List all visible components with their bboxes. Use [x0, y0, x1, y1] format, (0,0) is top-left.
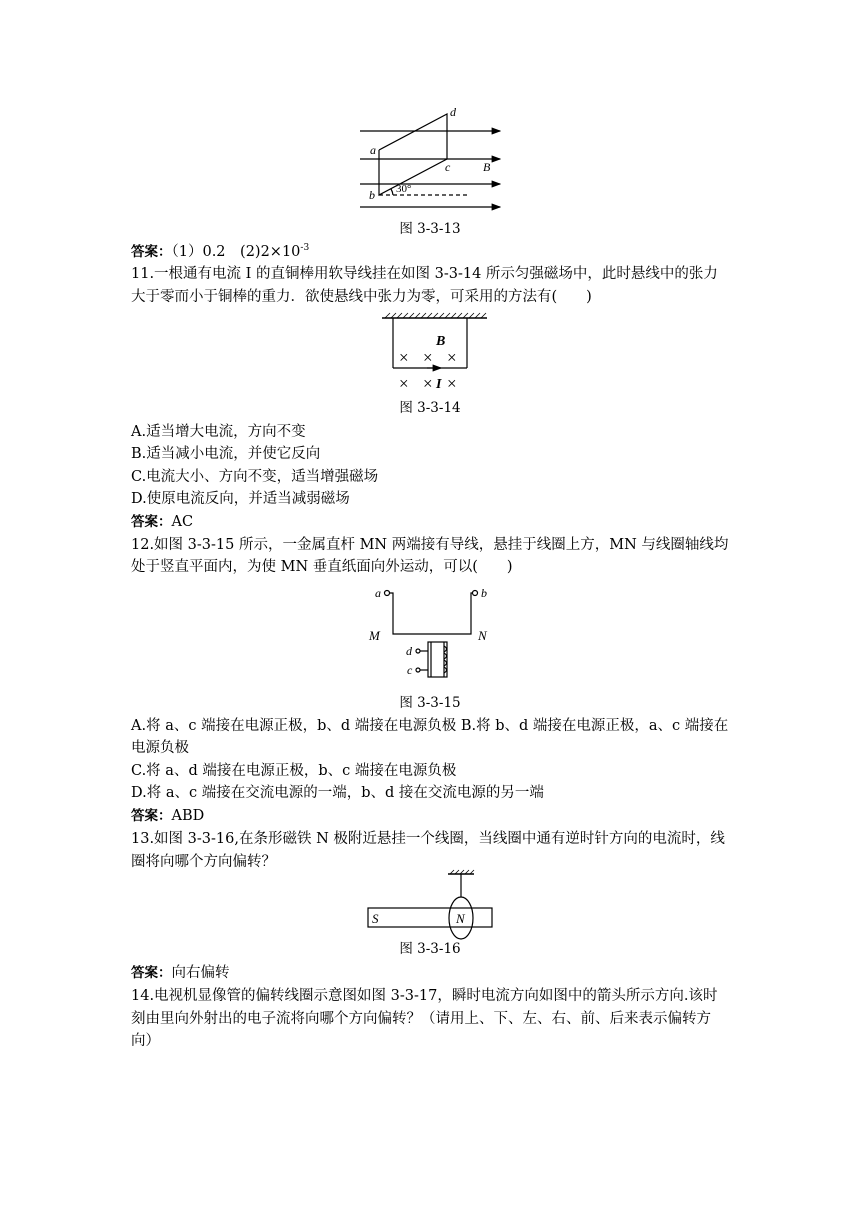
field-cross: × — [447, 374, 457, 393]
terminal-a — [385, 591, 390, 596]
caption-3-3-16: 图 3-3-16 — [399, 941, 461, 957]
q11-option-d: D.使原电流反向，并适当减弱磁场 — [131, 491, 350, 507]
label-b: b — [369, 188, 375, 202]
figure-3-3-16 — [362, 868, 502, 934]
answer-label: 答案： — [131, 965, 172, 981]
terminal-d — [416, 649, 420, 653]
q11-line-2: 大于零而小于铜棒的重力．欲使悬线中张力为零，可采用的方法有( ) — [131, 289, 592, 305]
answer-10 — [131, 241, 731, 263]
q12-line-2: 处于竖直平面内，为使 MN 垂直纸面向外运动，可以( ) — [131, 559, 513, 575]
q11-option-b: B.适当减小电流，并使它反向 — [131, 446, 321, 462]
q11-option-c: C.电流大小、方向不变，适当增强磁场 — [131, 469, 379, 485]
answer-label: 答案： — [131, 244, 172, 260]
label-B: B — [436, 334, 446, 349]
answer-11 — [131, 511, 731, 533]
label-N: N — [456, 911, 465, 926]
label-d: d — [406, 644, 412, 658]
field-cross: × — [447, 348, 457, 367]
angle-arc — [391, 189, 393, 195]
terminal-c — [416, 668, 420, 672]
caption-3-3-14: 图 3-3-14 — [399, 400, 461, 416]
field-cross: × — [423, 374, 433, 393]
label-I: I — [436, 377, 442, 392]
figure-3-3-15 — [365, 584, 505, 688]
q12-option-c: C.将 a、d 端接在电源正极，b、c 端接在电源负极 — [131, 763, 457, 779]
q12-option-d: D.将 a、c 端接在交流电源的一端，b、d 接在交流电源的另一端 — [131, 785, 544, 801]
answer-text: ABD — [171, 808, 205, 824]
label-c: c — [407, 663, 413, 677]
q13-line-1: 13.如图 3-3-16,在条形磁铁 N 极附近悬挂一个线圈，当线圈中通有逆时针方向的电流时，线 — [131, 831, 725, 847]
label-b: b — [481, 586, 487, 600]
label-M: M — [369, 628, 380, 643]
caption-3-3-13: 图 3-3-13 — [399, 221, 461, 237]
label-a: a — [370, 143, 376, 157]
caption-3-3-15: 图 3-3-15 — [399, 695, 461, 711]
answer-label: 答案： — [131, 514, 172, 530]
answer-exponent: -3 — [300, 243, 310, 253]
label-angle: 30° — [396, 183, 412, 195]
q12-option-a: A.将 a、c 端接在电源正极，b、d 端接在电源负极 B.将 b、d 端接在电源正极，a、c 端接在 — [131, 718, 729, 734]
answer-12 — [131, 805, 731, 827]
label-c: c — [445, 160, 451, 174]
label-d: d — [450, 105, 456, 119]
q13-line-2: 圈将向哪个方向偏转？ — [131, 854, 276, 870]
label-B: B — [483, 160, 491, 174]
wire-frame — [379, 114, 447, 195]
q12-line-1: 12.如图 3-3-15 所示，一金属直杆 MN 两端接有导线，悬挂于线圈上方，MN 与线圈轴线均 — [131, 537, 729, 553]
q14-line-1: 14.电视机显像管的偏转线圈示意图如图 3-3-17，瞬时电流方向如图中的箭头所示方向.该时 — [131, 988, 718, 1004]
label-N: N — [478, 628, 487, 643]
label-a: a — [375, 586, 381, 600]
answer-13 — [131, 962, 731, 984]
field-cross: × — [399, 348, 409, 367]
figure-3-3-14 — [375, 308, 495, 396]
q14-line-3: 向） — [131, 1033, 160, 1049]
answer-label: 答案： — [131, 808, 172, 824]
q11-line-1: 11.一根通有电流 I 的直铜棒用软导线挂在如图 3-3-14 所示匀强磁场中，此时悬线中的张力 — [131, 266, 718, 282]
answer-text: 向右偏转 — [171, 965, 230, 981]
q12-option-b-cont: 电源负极 — [131, 740, 189, 756]
terminal-b — [473, 591, 478, 596]
rod-mn-circuit — [390, 593, 473, 634]
field-cross: × — [423, 348, 433, 367]
field-cross: × — [399, 374, 409, 393]
label-S: S — [372, 911, 379, 926]
answer-text: （1）0.2 (2)2×10 — [171, 244, 301, 260]
answer-text: AC — [171, 514, 194, 530]
figure-3-3-13 — [355, 100, 515, 220]
q14-line-2: 刻由里向外射出的电子流将向哪个方向偏转？（请用上、下、左、右、前、后来表示偏转方 — [131, 1011, 711, 1027]
q11-option-a: A.适当增大电流，方向不变 — [131, 424, 306, 440]
